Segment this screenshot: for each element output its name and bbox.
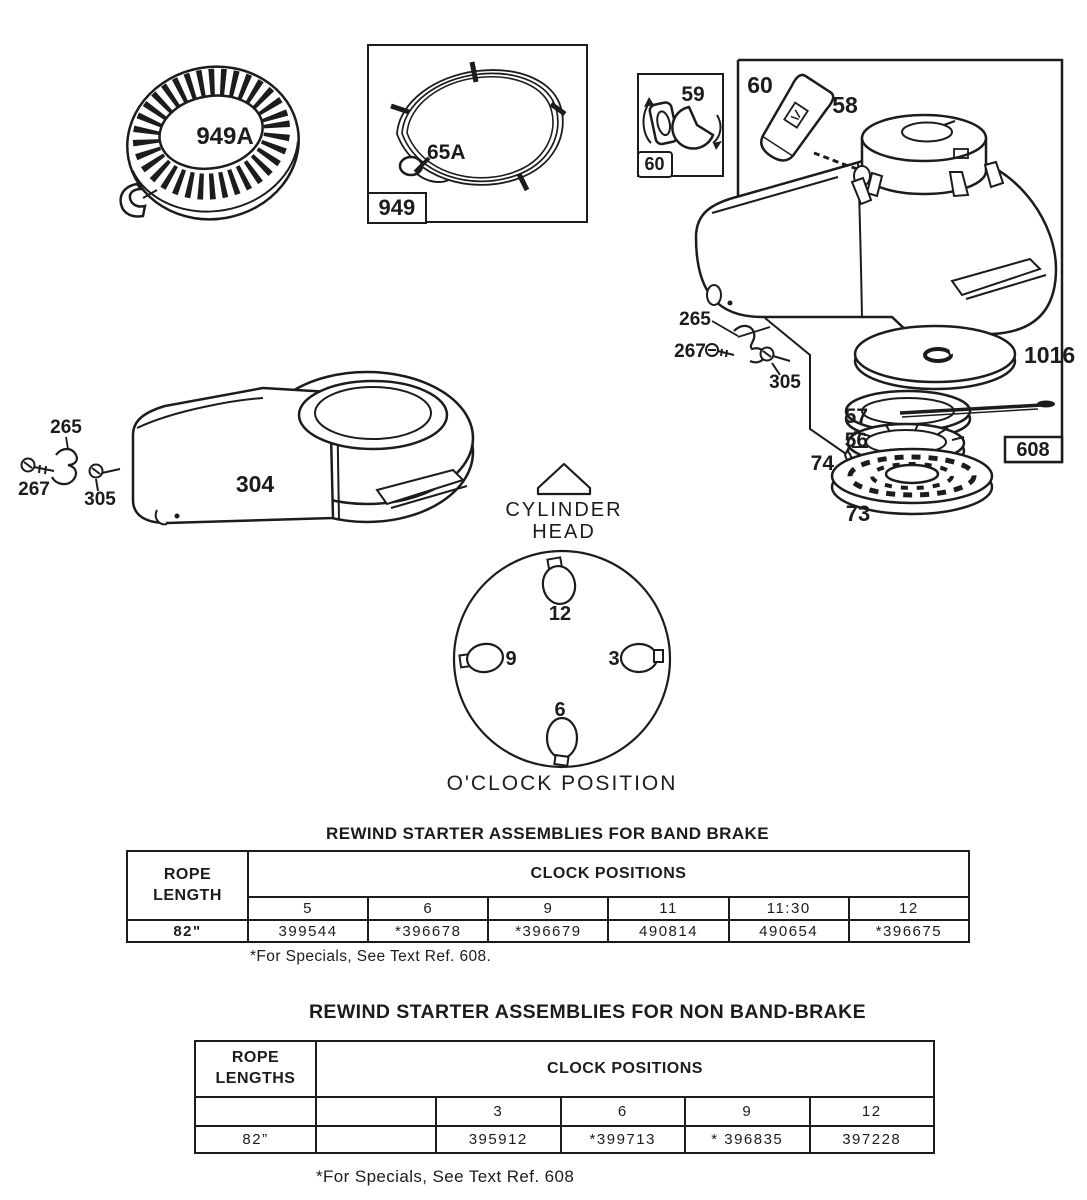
ratchet-label: 73 — [845, 501, 871, 526]
assembly-number-cell: 399544 — [248, 920, 368, 942]
assembly-number-cell: 490814 — [608, 920, 728, 942]
assembly-number-cell: 395912 — [436, 1126, 561, 1153]
table-header-row — [127, 851, 969, 897]
ring-gear-figure — [103, 48, 318, 233]
table-data-row — [127, 920, 969, 942]
handle-at-9 — [458, 642, 504, 676]
rope-label: 65A — [427, 141, 466, 164]
assembly-number-cell: 490654 — [729, 920, 849, 942]
clock-position-cell — [316, 1097, 436, 1126]
bolt-label: 267 — [18, 479, 50, 500]
clock-position-cell: 6 — [561, 1097, 686, 1126]
clock-position-cell: 9 — [488, 897, 608, 920]
table-header-row — [195, 1041, 934, 1097]
cylinder-head-caption-line1: CYLINDER — [505, 499, 623, 521]
clock-positions-header: CLOCK POSITIONS — [248, 851, 969, 897]
screw-right — [761, 348, 791, 376]
grip-insert-label: 59 — [681, 83, 705, 106]
assembly-number-cell: 397228 — [810, 1126, 935, 1153]
cylinder-head-arrow-icon — [538, 464, 590, 494]
non-band-brake-table — [194, 1040, 935, 1154]
rope-length-header: ROPE LENGTH — [127, 851, 248, 920]
bolt-left — [22, 459, 55, 475]
pulley-label: 57 — [844, 405, 868, 428]
rope-length-cell: 82” — [195, 1126, 316, 1153]
screw-left — [90, 465, 121, 492]
blower-housing-label: 304 — [235, 471, 275, 497]
non-band-brake-table-title: REWIND STARTER ASSEMBLIES FOR NON BAND-BRAKE — [308, 1001, 867, 1023]
clock-position-cell: 11:30 — [729, 897, 849, 920]
assembly-number-cell: *396675 — [849, 920, 969, 942]
rope-clip-label: 265 — [50, 417, 82, 438]
screw-label: 305 — [769, 372, 801, 393]
ring-gear-hook — [121, 184, 145, 217]
rope-kit-box — [367, 44, 588, 223]
clock-position-cell: 5 — [248, 897, 368, 920]
rope-guide-clip-left — [52, 449, 77, 484]
bolt-right — [706, 344, 734, 357]
handle-at-6 — [547, 718, 577, 766]
rope-guide-clip-right — [712, 321, 764, 362]
cylinder-head-caption-line2: HEAD — [532, 521, 596, 543]
handle-at-12 — [539, 556, 579, 607]
assembly-number-cell — [316, 1126, 436, 1153]
blower-housing-figure — [115, 360, 480, 535]
oclock-position-caption: O'CLOCK POSITION — [446, 772, 678, 795]
assembly-number-cell: * 396835 — [685, 1126, 810, 1153]
rope-lengths-header: ROPE LENGTHS — [195, 1041, 316, 1097]
grip-inset-ref-tag: 60 — [637, 151, 673, 178]
clock-position-cell: 6 — [368, 897, 488, 920]
clock-6-label: 6 — [554, 699, 566, 721]
starter-handle-label: 58 — [832, 92, 858, 118]
assembly-number-cell: *399713 — [561, 1126, 686, 1153]
screw-label: 305 — [84, 489, 116, 510]
table-data-row — [195, 1126, 934, 1153]
clock-position-cell: 12 — [810, 1097, 935, 1126]
clock-positions-header: CLOCK POSITIONS — [316, 1041, 934, 1097]
clock-position-cell: 9 — [685, 1097, 810, 1126]
table-subheader-row — [127, 897, 969, 920]
assembly-number-cell: *396679 — [488, 920, 608, 942]
assembly-number-cell: *396678 — [368, 920, 488, 942]
clock-9-label: 9 — [505, 648, 517, 670]
table-subheader-row — [195, 1097, 934, 1126]
clock-12-label: 12 — [548, 603, 572, 625]
clock-position-cell: 3 — [436, 1097, 561, 1126]
rope-length-cell: 82" — [127, 920, 248, 942]
engine-box-label: 60 — [747, 72, 773, 98]
rope-kit-ref-tag: 949 — [367, 192, 428, 224]
friction-plate-1016 — [855, 326, 1015, 389]
pin-label: 74 — [810, 452, 834, 475]
spring-label: 56 — [844, 429, 868, 452]
band-brake-table-title: REWIND STARTER ASSEMBLIES FOR BAND BRAKE — [326, 824, 769, 843]
clock-3-label: 3 — [608, 648, 620, 670]
clock-position-cell: 11 — [608, 897, 728, 920]
empty-cell — [195, 1097, 316, 1126]
clock-position-diagram — [438, 452, 703, 812]
band-brake-table — [126, 850, 970, 943]
clock-position-cell: 12 — [849, 897, 969, 920]
bolt-label: 267 — [674, 341, 706, 362]
ring-gear-label: 949A — [196, 123, 254, 150]
friction-plate-label: 1016 — [1024, 342, 1076, 368]
ref-608-label: 608 — [1016, 439, 1050, 461]
non-band-brake-footnote: *For Specials, See Text Ref. 608 — [316, 1167, 575, 1186]
band-brake-footnote: *For Specials, See Text Ref. 608. — [250, 948, 492, 965]
left-fasteners-figure — [8, 415, 133, 515]
handle-at-3 — [621, 644, 663, 672]
rope-clip-label: 265 — [679, 309, 711, 330]
